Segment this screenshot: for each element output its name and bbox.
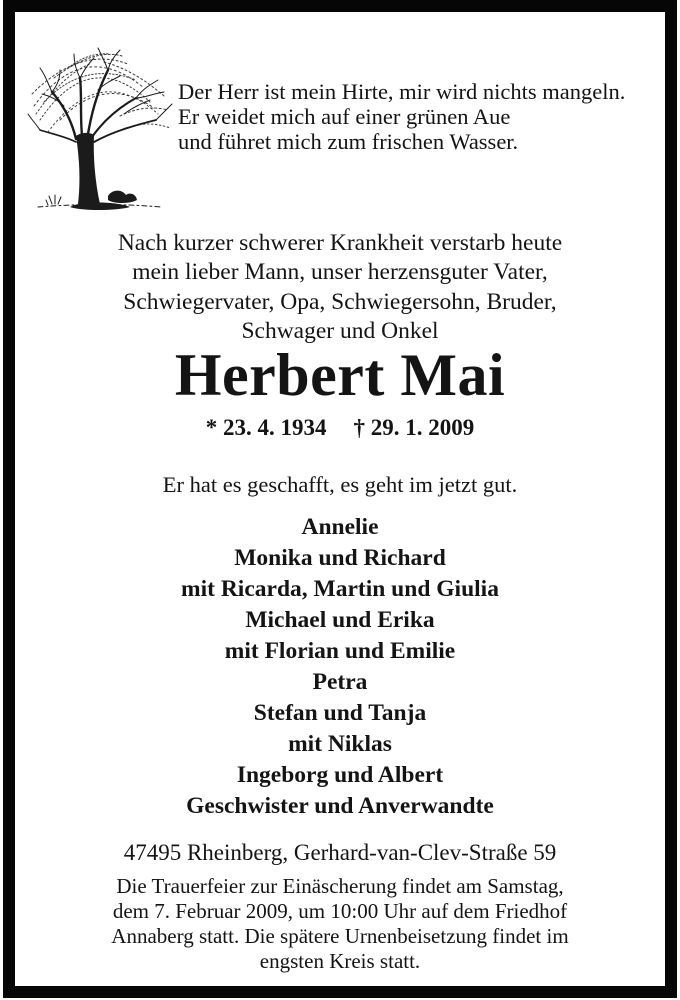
funeral-line: Die Trauerfeier zur Einäscherung findet am Samstag,	[116, 874, 564, 898]
mourners-list	[14, 512, 666, 822]
scripture-verse	[178, 79, 625, 154]
mourner-line: Monika und Richard	[234, 545, 446, 571]
opening-line: Nach kurzer schwerer Krankheit verstarb heute	[117, 230, 563, 256]
mourner-line: Petra	[312, 669, 368, 695]
verse-line: und führet mich zum frischen Wasser.	[178, 129, 519, 154]
funeral-details	[40, 874, 640, 974]
deceased-name: Herbert Mai	[174, 342, 506, 408]
farewell-line: Er hat es geschafft, es geht im jetzt gut.	[162, 472, 518, 497]
mourner-line: Stefan und Tanja	[253, 700, 427, 726]
mourner-line: Michael und Erika	[245, 607, 435, 633]
address-line: 47495 Rheinberg, Gerhard-van-Clev-Straße 59	[123, 840, 557, 865]
opening-line: mein lieber Mann, unser herzensguter Vater,	[132, 259, 548, 286]
bare-tree-icon	[24, 44, 174, 216]
verse-line: Der Herr ist mein Hirte, mir wird nichts mangeln.	[178, 79, 626, 104]
mourner-line: Annelie	[301, 514, 379, 540]
funeral-line: engsten Kreis statt.	[259, 949, 421, 973]
verse-line: Er weidet mich auf einer grünen Aue	[178, 104, 511, 129]
mourner-line: mit Niklas	[288, 731, 392, 757]
mourner-line: Ingeborg und Albert	[236, 762, 444, 788]
life-dates	[14, 414, 666, 442]
funeral-line: Annaberg statt. Die spätere Urnenbeisetzung findet im	[111, 924, 569, 948]
funeral-line: dem 7. Februar 2009, um 10:00 Uhr auf dem Friedhof	[112, 899, 568, 923]
mourner-line: Geschwister und Anverwandte	[186, 793, 494, 819]
death-date: † 29. 1. 2009	[353, 415, 475, 440]
opening-paragraph	[36, 229, 644, 346]
mourner-line: mit Florian und Emilie	[224, 638, 456, 664]
mourner-line: mit Ricarda, Martin und Giulia	[181, 576, 499, 602]
opening-line: Schwiegervater, Opa, Schwiegersohn, Bruder,	[123, 288, 557, 315]
opening-line: Schwager und Onkel	[241, 317, 439, 344]
birth-date: * 23. 4. 1934	[205, 415, 327, 440]
